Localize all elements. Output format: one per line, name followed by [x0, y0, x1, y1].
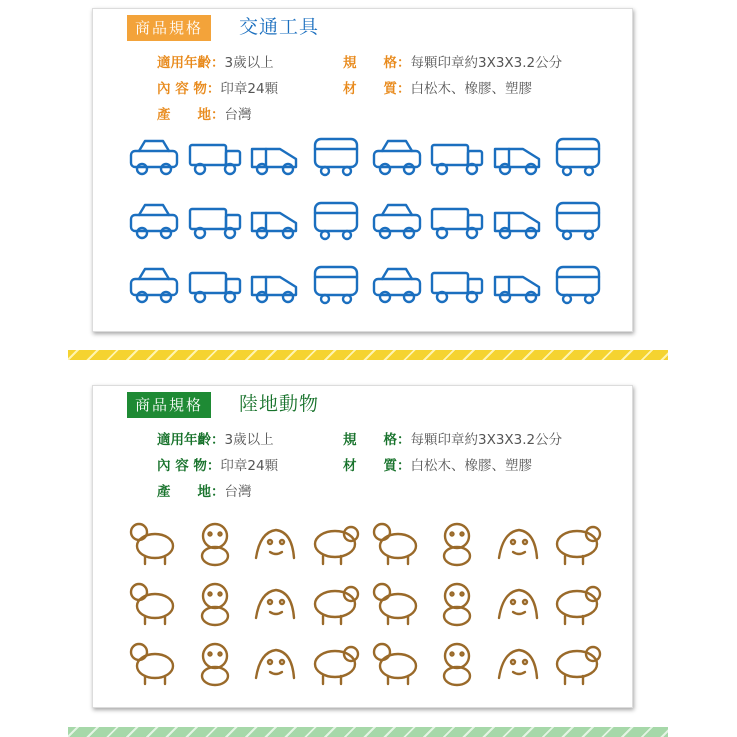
mouse-icon: [125, 514, 183, 570]
spec-material-label: 材 質：: [343, 458, 411, 474]
submarine-icon: [489, 257, 547, 313]
stamp-icon-grid: [123, 514, 608, 696]
sailboat-icon: [549, 257, 607, 313]
fire-truck-icon: [186, 129, 244, 185]
garbage-truck-icon: [428, 193, 486, 249]
rocket-icon: [368, 257, 426, 313]
spec-age: [157, 51, 274, 71]
spec-size-label: 規 格：: [343, 55, 411, 71]
spec-content-value: 印章24顆: [220, 81, 279, 97]
ostrich-icon: [125, 574, 183, 630]
spec-origin-label: 產 地：: [157, 484, 225, 500]
bulldozer-icon: [186, 257, 244, 313]
bus-icon: [125, 257, 183, 313]
giraffe-icon: [489, 514, 547, 570]
spec-size-value: 每顆印章約3X3X3.2公分: [410, 432, 563, 448]
spec-age-value: 3歲以上: [224, 55, 274, 71]
spec-material: [343, 77, 532, 97]
transport-spec-card: [92, 8, 633, 332]
cement-mixer-icon: [307, 193, 365, 249]
spec-tag: 商品規格: [127, 392, 211, 418]
spec-origin: [157, 103, 252, 123]
crocodile-icon: [549, 634, 607, 690]
zebra-icon: [307, 634, 365, 690]
hippo-icon: [186, 634, 244, 690]
police-car-icon: [125, 129, 183, 185]
spec-age-label: 適用年齡：: [157, 55, 225, 71]
helicopter-icon: [489, 193, 547, 249]
spec-content-label: 內 容 物：: [157, 81, 221, 97]
deer-icon: [549, 574, 607, 630]
scooter-icon: [549, 193, 607, 249]
animal-spec-card: [92, 385, 633, 708]
sheep-icon: [307, 514, 365, 570]
dog-icon: [246, 514, 304, 570]
spec-content-value: 印章24顆: [220, 458, 279, 474]
train-carriage-icon: [489, 129, 547, 185]
spec-content-label: 內 容 物：: [157, 458, 221, 474]
pig-icon: [368, 514, 426, 570]
spec-size: [343, 51, 562, 71]
divider-band: [68, 350, 668, 360]
rhino-icon: [125, 634, 183, 690]
spec-material-label: 材 質：: [343, 81, 411, 97]
excavator-icon: [368, 129, 426, 185]
spec-material-value: 白松木、橡膠、塑膠: [410, 81, 532, 97]
tank-icon: [307, 257, 365, 313]
spec-age-value: 3歲以上: [224, 432, 274, 448]
ambulance-icon: [428, 129, 486, 185]
rooster-icon: [428, 514, 486, 570]
kangaroo-icon: [368, 634, 426, 690]
elephant-icon: [246, 634, 304, 690]
snake-icon: [549, 514, 607, 570]
category-title: 交通工具: [239, 16, 320, 38]
bicycle-icon: [246, 257, 304, 313]
spec-material: [343, 454, 532, 474]
spec-size-label: 規 格：: [343, 432, 411, 448]
spec-size-value: 每顆印章約3X3X3.2公分: [410, 55, 563, 71]
spec-origin-value: 台灣: [224, 484, 252, 500]
airplane-icon: [428, 257, 486, 313]
spec-origin: [157, 480, 252, 500]
taxi-icon: [307, 129, 365, 185]
koala-icon: [186, 574, 244, 630]
cow-icon: [246, 574, 304, 630]
rabbit-icon: [428, 574, 486, 630]
panda-icon: [368, 574, 426, 630]
spec-origin-value: 台灣: [224, 107, 252, 123]
tow-truck-icon: [125, 193, 183, 249]
spec-tag: 商品規格: [127, 15, 211, 41]
jeep-icon: [246, 193, 304, 249]
steam-locomotive-icon: [549, 129, 607, 185]
tiger-icon: [489, 574, 547, 630]
category-title: 陸地動物: [239, 393, 320, 415]
dump-truck-icon: [246, 129, 304, 185]
spec-content: [157, 454, 278, 474]
delivery-truck-icon: [186, 193, 244, 249]
forklift-icon: [368, 193, 426, 249]
spec-age: [157, 428, 274, 448]
stamp-icon-grid: [123, 129, 608, 319]
spec-size: [343, 428, 562, 448]
spec-age-label: 適用年齡：: [157, 432, 225, 448]
spec-material-value: 白松木、橡膠、塑膠: [410, 458, 532, 474]
bear-icon: [428, 634, 486, 690]
spec-origin-label: 產 地：: [157, 107, 225, 123]
lion-icon: [489, 634, 547, 690]
cat-icon: [186, 514, 244, 570]
monkey-icon: [307, 574, 365, 630]
spec-content: [157, 77, 278, 97]
divider-band: [68, 727, 668, 737]
